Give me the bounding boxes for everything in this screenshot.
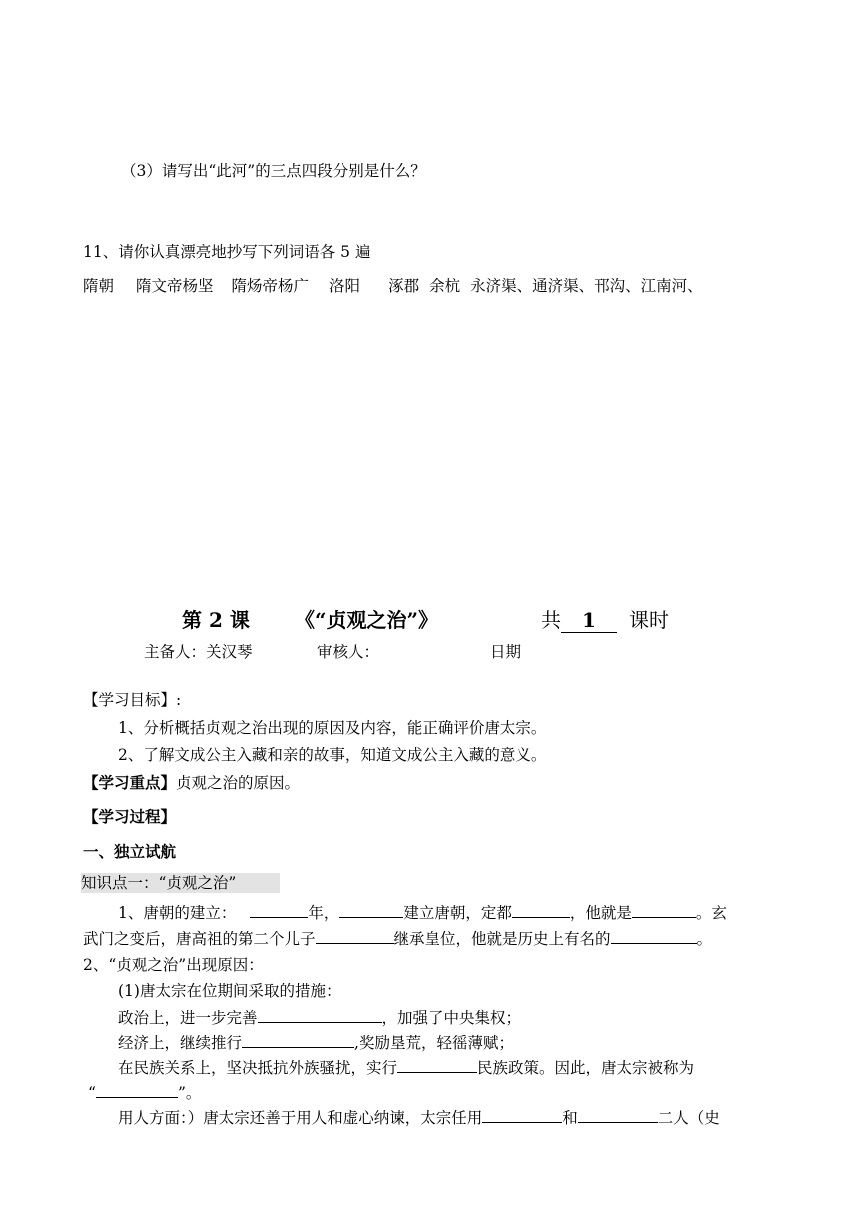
blank-field[interactable]	[316, 927, 394, 944]
item-1-line-2: 武门之变后，唐高祖的第二个儿子 继承皇位，他就是历史上有名的 。	[83, 927, 712, 949]
lesson-number: 第 2 课	[182, 608, 250, 632]
ethnic-line: 在民族关系上，坚决抵抗外族骚扰，实行 民族政策。因此，唐太宗被称为	[118, 1056, 694, 1078]
date-label: 日期	[490, 643, 522, 661]
question-11: 11、请你认真漂亮地抄写下列词语各 5 遍	[83, 243, 371, 261]
word-item: 隋文帝杨坚	[136, 277, 214, 295]
focus-text: 贞观之治的原因。	[176, 774, 301, 792]
objectives-heading: 【学习目标】:	[83, 691, 182, 709]
blank-field[interactable]	[632, 901, 696, 918]
blank-field[interactable]	[482, 1106, 562, 1123]
section-heading: 一、独立试航	[83, 842, 177, 861]
blank-field[interactable]	[242, 1031, 354, 1048]
blank-field[interactable]	[258, 1006, 382, 1023]
ethnic-line-cont: “ ”。	[88, 1081, 201, 1103]
question-3: （3）请写出“此河”的三点四段分别是什么？	[121, 162, 426, 180]
blank-field[interactable]	[611, 927, 697, 944]
item-1-line-1: 1、唐朝的建立： 年， 建立唐朝，定都 ，他就是 。玄	[118, 901, 727, 923]
blank-field[interactable]	[96, 1081, 178, 1098]
word-item: 隋炀帝杨广	[231, 277, 310, 295]
blank-field[interactable]	[397, 1056, 477, 1073]
politics-line: 政治上，进一步完善 ，加强了中央集权；	[118, 1006, 521, 1028]
knowledge-point-label: 知识点一：“贞观之治”	[81, 873, 280, 893]
lesson-hours: 1	[561, 608, 617, 633]
objective-item: 1、分析概括贞观之治出现的原因及内容，能正确评价唐太宗。	[118, 719, 547, 737]
blank-field[interactable]	[250, 901, 308, 918]
word-list	[83, 276, 703, 296]
blank-field[interactable]	[578, 1106, 658, 1123]
preparer: 主备人：关汉琴	[144, 643, 253, 661]
people-line: 用人方面：）唐太宗还善于用人和虚心纳谏，太宗任用 和 二人（史	[118, 1106, 720, 1128]
lesson-hours-suffix: 课时	[629, 608, 669, 632]
process-heading: 【学习过程】	[83, 807, 177, 826]
blank-field[interactable]	[512, 901, 570, 918]
reviewer: 审核人：	[317, 643, 380, 661]
lesson-name: 《“贞观之治”》	[295, 608, 439, 632]
word-item: 洛阳	[329, 277, 361, 295]
item-2-subheading: (1)唐太宗在位期间采取的措施：	[118, 982, 342, 1000]
word-item: 隋朝	[83, 277, 115, 295]
focus-heading: 【学习重点】	[83, 773, 177, 792]
economy-line: 经济上，继续推行 ,奖励垦荒，轻徭薄赋；	[118, 1031, 514, 1053]
lesson-title	[182, 604, 669, 633]
objective-item: 2、了解文成公主入藏和亲的故事，知道文成公主入藏的意义。	[118, 746, 547, 764]
word-item: 永济渠、通济渠、邗沟、江南河、	[470, 277, 703, 295]
focus-line	[83, 773, 300, 793]
word-item: 余杭	[429, 277, 461, 295]
word-item: 涿郡	[388, 277, 420, 295]
blank-field[interactable]	[339, 901, 403, 918]
item-2-heading: 2、“贞观之治”出现原因：	[83, 956, 264, 974]
lesson-total-prefix: 共	[541, 608, 561, 632]
